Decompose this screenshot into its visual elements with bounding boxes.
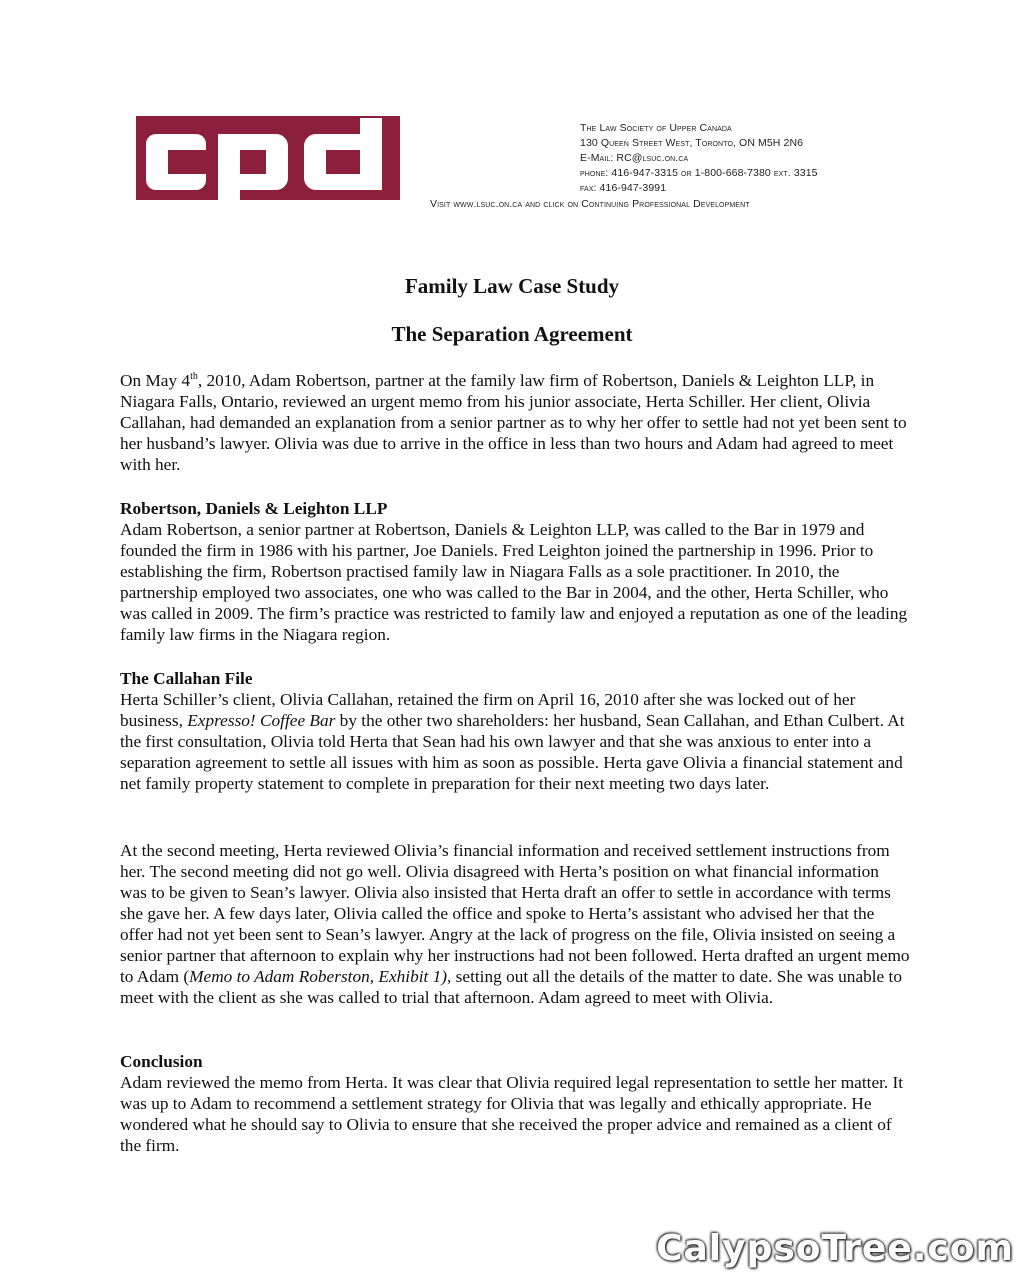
document-subtitle: The Separation Agreement	[391, 322, 633, 346]
firm-heading: Robertson, Daniels & Leighton LLP	[120, 499, 388, 518]
cpd-logo	[136, 116, 400, 200]
conclusion-paragraph: Adam reviewed the memo from Herta. It was clear that Olivia required legal representation to settle her matter. It was up to Adam to recommend a settlement strategy for Olivia that was legally and ethically appropriate. He wondered what he should say to Olivia to ensure that she received the proper advice and remained as a client of the firm.	[120, 1073, 904, 1155]
intro-text-rest: , 2010, Adam Robertson, partner at the family law firm of Robertson, Daniels & Leighton LLP, in Niagara Falls, Ontario, reviewed an urgent memo from his junior associate, Herta Schiller. Her client, Olivia Callahan, had demanded an explanation from a senior partner as to why her offer to settle had not yet been sent to her husband’s lawyer. Olivia was due to arrive in the office in less than two hours and Adam had agreed to meet with her.	[120, 371, 907, 474]
second-meeting-paragraph	[120, 840, 910, 1008]
callahan-file-paragraph	[120, 689, 910, 794]
second-meeting-text-start: At the second meeting, Herta reviewed Olivia’s financial information and received settlement instructions from her. The second meeting did not go well. Olivia disagreed with Herta’s position on what financial information was to be given to Sean’s lawyer. Olivia also insisted that Herta draft an offer to settle in accordance with terms she gave her. A few days later, Olivia called the office and spoke to Herta’s assistant who advised her that the offer had not yet been sent to Sean’s lawyer. Angry at the lack of progress on the file, Olivia insisted on seeing a senior partner that afternoon to explain why her instructions had not been followed. Herta drafted an urgent memo to Adam (	[120, 841, 910, 986]
second-meeting-section	[120, 840, 910, 1008]
conclusion-section	[120, 1051, 910, 1156]
document-title: Family Law Case Study	[404, 274, 620, 298]
second-meeting-text-rest: , setting out all the details of the matter to date. She was unable to meet with the client as she was called to trial that afternoon. Adam agreed to meet with Olivia.	[120, 967, 902, 1007]
watermark: CalypsoTree.com	[656, 1228, 1014, 1269]
callahan-file-heading: The Callahan File	[120, 669, 253, 688]
exhibit-reference: Memo to Adam Roberston, Exhibit 1)	[189, 967, 448, 986]
intro-superscript: th	[190, 371, 198, 383]
conclusion-heading: Conclusion	[120, 1052, 203, 1071]
letterhead-org: The Law Society of Upper Canada	[580, 122, 732, 134]
callahan-text-start: Herta Schiller’s client, Olivia Callahan, retained the firm on April 16, 2010 after she was locked out of her business,	[120, 690, 856, 730]
intro-paragraph	[120, 370, 910, 475]
firm-section	[120, 498, 910, 645]
intro-text-start: On May 4	[120, 371, 191, 390]
letterhead-phone: phone: 416-947-3315 or 1-800-668-7380 ext. 3315	[580, 167, 818, 179]
letterhead-email: E-Mail: RC@lsuc.on.ca	[580, 152, 689, 164]
letterhead-fax: fax: 416-947-3991	[580, 182, 667, 194]
letterhead-visit: Visit www.lsuc.on.ca and click on Continuing Professional Development	[430, 198, 750, 210]
business-name: Expresso! Coffee Bar	[187, 711, 336, 730]
letterhead-address: 130 Queen Street West, Toronto, ON M5H 2N6	[580, 137, 804, 149]
callahan-file-section	[120, 668, 910, 794]
firm-paragraph: Adam Robertson, a senior partner at Robertson, Daniels & Leighton LLP, was called to the Bar in 1979 and founded the firm in 1986 with his partner, Joe Daniels. Fred Leighton joined the partnership in 1996. Prior to establishing the firm, Robertson practised family law in Niagara Falls as a sole practitioner. In 2010, the partnership employed two associates, one who was called to the Bar in 2004, and the other, Herta Schiller, who was called in 2009. The firm’s practice was restricted to family law and enjoyed a reputation as one of the leading family law firms in the Niagara region.	[120, 520, 908, 644]
callahan-text-rest: by the other two shareholders: her husband, Sean Callahan, and Ethan Culbert. At the first consultation, Olivia told Herta that Sean had his own lawyer and that she was anxious to enter into a separation agreement to settle all issues with him as soon as possible. Herta gave Olivia a financial statement and net family property statement to complete in preparation for their next meeting two days later.	[120, 711, 905, 793]
